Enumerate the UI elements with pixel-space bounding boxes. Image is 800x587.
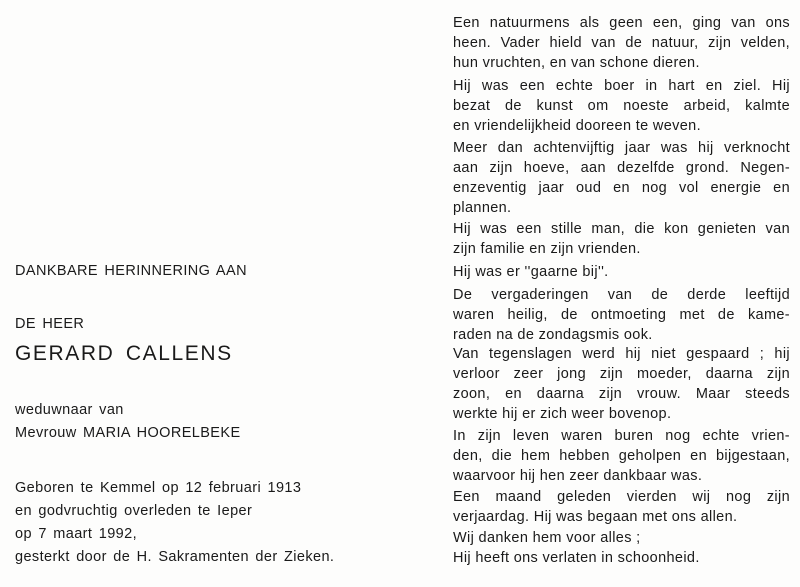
deceased-name: GERARD CALLENS <box>15 342 233 365</box>
text-line: waarvoor hij hen zeer dankbaar was. <box>453 468 703 484</box>
text-line: Van tegenslagen werd hij niet gespaard ; hij <box>453 346 790 362</box>
title-line: DE HEER <box>15 316 85 332</box>
text-line: Hij heeft ons verlaten in schoonheid. <box>453 550 700 566</box>
paragraph-farmer <box>453 76 790 136</box>
paragraph-farm <box>453 138 790 218</box>
birth-line: Geboren te Kemmel op 12 februari 1913 <box>15 480 302 496</box>
text-line: Meer dan achtenvijftig jaar was hij verknocht <box>453 140 790 156</box>
text-line: bezat de kunst om noeste arbeid, kalmte <box>453 98 790 114</box>
text-line: Een natuurmens als geen een, ging van ons <box>453 15 790 31</box>
text-line: Hij was een echte boer in hart en ziel. Hij <box>453 78 790 94</box>
text-line: enzeventig jaar oud en nog vol energie en <box>453 180 790 196</box>
paragraph-thanks <box>453 528 790 568</box>
text-line: en vriendelijkheid dooreen te weven. <box>453 118 701 134</box>
text-line: heen. Vader hield van de natuur, zijn velden, <box>453 35 790 51</box>
paragraph-setbacks <box>453 344 790 424</box>
widower-line: weduwnaar van <box>15 402 124 418</box>
paragraph-birthday <box>453 487 790 527</box>
sacraments-line: gesterkt door de H. Sakramenten der Zieken. <box>15 549 335 565</box>
spouse-line: Mevrouw MARIA HOORELBEKE <box>15 425 241 441</box>
paragraph-meetings <box>453 285 790 345</box>
text-line: verjaardag. Hij was begaan met ons allen. <box>453 509 738 525</box>
death-line: en godvruchtig overleden te Ieper <box>15 503 253 519</box>
text-line: aan zijn hoeve, aan dezelfde grond. Negen- <box>453 160 790 176</box>
text-line: hun vruchten, en van schone dieren. <box>453 55 700 71</box>
text-line: Hij was een stille man, die kon genieten van <box>453 221 790 237</box>
text-line: plannen. <box>453 200 512 216</box>
text-line: werkte hij er zich weer bovenop. <box>453 406 672 422</box>
text-line: zijn familie en zijn vrienden. <box>453 241 641 257</box>
text-line: zoon, en daarna zijn vrouw. Maar steeds <box>453 386 790 402</box>
paragraph-nature <box>453 13 790 73</box>
text-line: Een maand geleden vierden wij nog zijn <box>453 489 790 505</box>
text-line: raden na de zondagsmis ook. <box>453 327 653 343</box>
paragraph-gaarne <box>453 262 790 282</box>
text-line: waren heilig, de ontmoeting met de kame- <box>453 307 790 323</box>
text-line: verloor zeer jong zijn moeder, daarna zijn <box>453 366 790 382</box>
text-line: Wij danken hem voor alles ; <box>453 530 641 546</box>
paragraph-neighbours <box>453 426 790 486</box>
memorial-heading: DANKBARE HERINNERING AAN <box>15 263 247 279</box>
paragraph-family <box>453 219 790 259</box>
text-line: In zijn leven waren buren nog echte vrien- <box>453 428 790 444</box>
text-line: den, die hem hebben geholpen en bijgestaan, <box>453 448 790 464</box>
text-line: Hij was er ''gaarne bij''. <box>453 264 609 280</box>
text-line: De vergaderingen van de derde leeftijd <box>453 287 790 303</box>
death-date-line: op 7 maart 1992, <box>15 526 138 542</box>
